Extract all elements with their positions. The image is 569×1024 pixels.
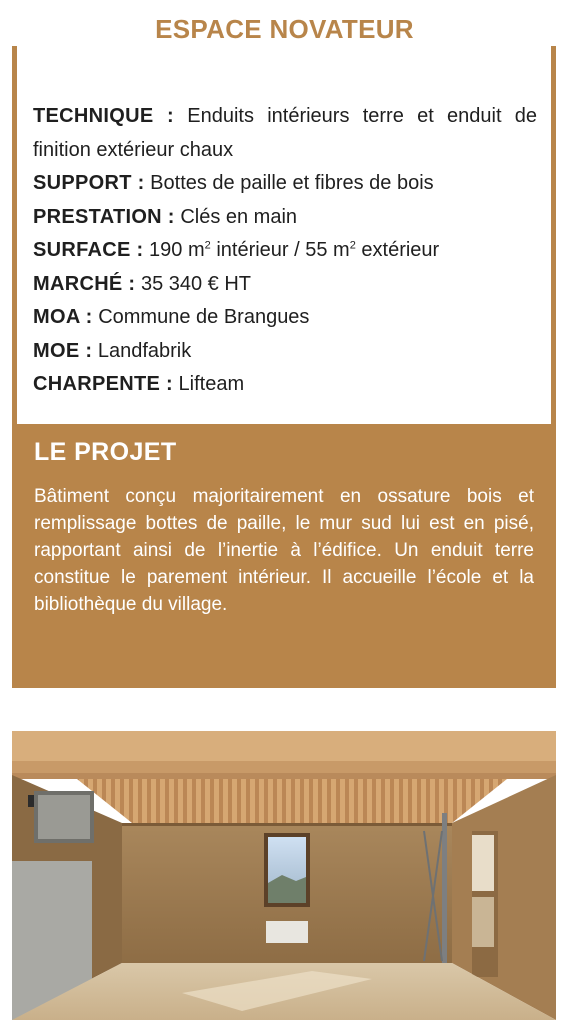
info-value: Clés en main	[180, 205, 298, 228]
info-label: CHARPENTE :	[33, 373, 173, 395]
interior-photo	[12, 731, 556, 1020]
info-value: Enduits intérieurs terre et enduit de finition extérieur chaux	[33, 105, 537, 161]
info-value: Lifteam	[178, 373, 245, 395]
info-box	[12, 46, 556, 424]
info-row-surface	[33, 234, 537, 268]
info-label: SURFACE :	[33, 239, 144, 261]
surface-interior: 190 m	[149, 239, 205, 261]
info-label: MOE :	[33, 339, 93, 362]
info-value: Landfabrik	[97, 339, 192, 362]
info-row-moe	[33, 335, 537, 369]
project-description: Bâtiment conçu majoritairement en ossature bois et remplissage bottes de paille, le mur sud lui est en pisé, rapportant ainsi de l’inertie à l’édifice. Un enduit terre constitue le parement intérieur. Il accueille l’école et la bibliothèque du village.	[34, 486, 534, 615]
info-label: MARCHÉ :	[33, 272, 136, 295]
info-row-prestation	[33, 201, 537, 235]
info-label: TECHNIQUE :	[33, 105, 174, 127]
interior-photo-illustration	[12, 731, 556, 1020]
surface-exterior: intérieur / 55 m	[210, 239, 350, 261]
superscript: 2	[349, 239, 356, 252]
superscript: 2	[204, 239, 211, 252]
info-label: SUPPORT :	[33, 172, 145, 194]
page-title: ESPACE NOVATEUR	[155, 14, 414, 44]
info-list	[33, 100, 537, 402]
info-value: Commune de Brangues	[98, 306, 310, 328]
info-value: Bottes de paille et fibres de bois	[150, 172, 434, 194]
info-value: 35 340 € HT	[140, 272, 252, 295]
info-label: MOA :	[33, 306, 93, 328]
info-label: PRESTATION :	[33, 205, 175, 228]
info-row-technique	[33, 100, 537, 167]
info-row-moa	[33, 301, 537, 335]
info-value	[149, 239, 439, 261]
info-row-marche	[33, 268, 537, 302]
info-row-charpente	[33, 368, 537, 402]
info-row-support	[33, 167, 537, 201]
project-section	[12, 424, 556, 688]
surface-suffix: extérieur	[355, 239, 440, 261]
project-heading: LE PROJET	[34, 438, 177, 466]
